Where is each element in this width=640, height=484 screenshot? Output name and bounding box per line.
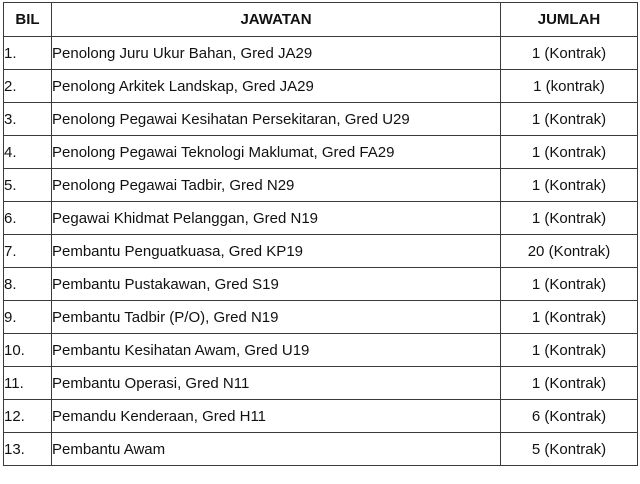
jawatan-cell: Pegawai Khidmat Pelanggan, Gred N19 <box>52 202 501 235</box>
jumlah-cell: 1 (Kontrak) <box>501 103 638 136</box>
jumlah-cell: 1 (Kontrak) <box>501 268 638 301</box>
jawatan-cell: Penolong Juru Ukur Bahan, Gred JA29 <box>52 37 501 70</box>
table-row <box>4 433 638 466</box>
bil-cell: 5. <box>4 169 52 202</box>
table-row <box>4 37 638 70</box>
table-row <box>4 136 638 169</box>
jawatan-cell: Penolong Arkitek Landskap, Gred JA29 <box>52 70 501 103</box>
jumlah-cell: 1 (Kontrak) <box>501 334 638 367</box>
jawatan-cell: Penolong Pegawai Tadbir, Gred N29 <box>52 169 501 202</box>
table-row <box>4 301 638 334</box>
bil-cell: 12. <box>4 400 52 433</box>
jumlah-cell: 1 (Kontrak) <box>501 202 638 235</box>
bil-cell: 7. <box>4 235 52 268</box>
jawatan-cell: Pembantu Penguatkuasa, Gred KP19 <box>52 235 501 268</box>
jumlah-cell: 20 (Kontrak) <box>501 235 638 268</box>
table-row <box>4 367 638 400</box>
jumlah-cell: 1 (Kontrak) <box>501 301 638 334</box>
jumlah-cell: 1 (kontrak) <box>501 70 638 103</box>
bil-cell: 1. <box>4 37 52 70</box>
bil-cell: 10. <box>4 334 52 367</box>
table-body <box>4 37 638 466</box>
jawatan-cell: Penolong Pegawai Kesihatan Persekitaran, Gred U29 <box>52 103 501 136</box>
table-row <box>4 103 638 136</box>
jumlah-cell: 1 (Kontrak) <box>501 37 638 70</box>
header-jawatan: JAWATAN <box>52 3 501 37</box>
header-jumlah: JUMLAH <box>501 3 638 37</box>
bil-cell: 8. <box>4 268 52 301</box>
jawatan-cell: Pemandu Kenderaan, Gred H11 <box>52 400 501 433</box>
bil-cell: 9. <box>4 301 52 334</box>
bil-cell: 2. <box>4 70 52 103</box>
table-row <box>4 70 638 103</box>
header-row <box>4 3 638 37</box>
bil-cell: 4. <box>4 136 52 169</box>
table-row <box>4 268 638 301</box>
jumlah-cell: 1 (Kontrak) <box>501 169 638 202</box>
jawatan-cell: Pembantu Operasi, Gred N11 <box>52 367 501 400</box>
jumlah-cell: 6 (Kontrak) <box>501 400 638 433</box>
jawatan-cell: Penolong Pegawai Teknologi Maklumat, Gred FA29 <box>52 136 501 169</box>
table-header <box>4 3 638 37</box>
bil-cell: 13. <box>4 433 52 466</box>
bil-cell: 6. <box>4 202 52 235</box>
jawatan-cell: Pembantu Kesihatan Awam, Gred U19 <box>52 334 501 367</box>
jumlah-cell: 1 (Kontrak) <box>501 136 638 169</box>
table-row <box>4 202 638 235</box>
bil-cell: 3. <box>4 103 52 136</box>
vacancy-table <box>3 2 638 466</box>
jumlah-cell: 5 (Kontrak) <box>501 433 638 466</box>
bil-cell: 11. <box>4 367 52 400</box>
jumlah-cell: 1 (Kontrak) <box>501 367 638 400</box>
table-row <box>4 334 638 367</box>
table-row <box>4 235 638 268</box>
header-bil: BIL <box>4 3 52 37</box>
table-row <box>4 400 638 433</box>
jawatan-cell: Pembantu Awam <box>52 433 501 466</box>
table-row <box>4 169 638 202</box>
jawatan-cell: Pembantu Pustakawan, Gred S19 <box>52 268 501 301</box>
jawatan-cell: Pembantu Tadbir (P/O), Gred N19 <box>52 301 501 334</box>
